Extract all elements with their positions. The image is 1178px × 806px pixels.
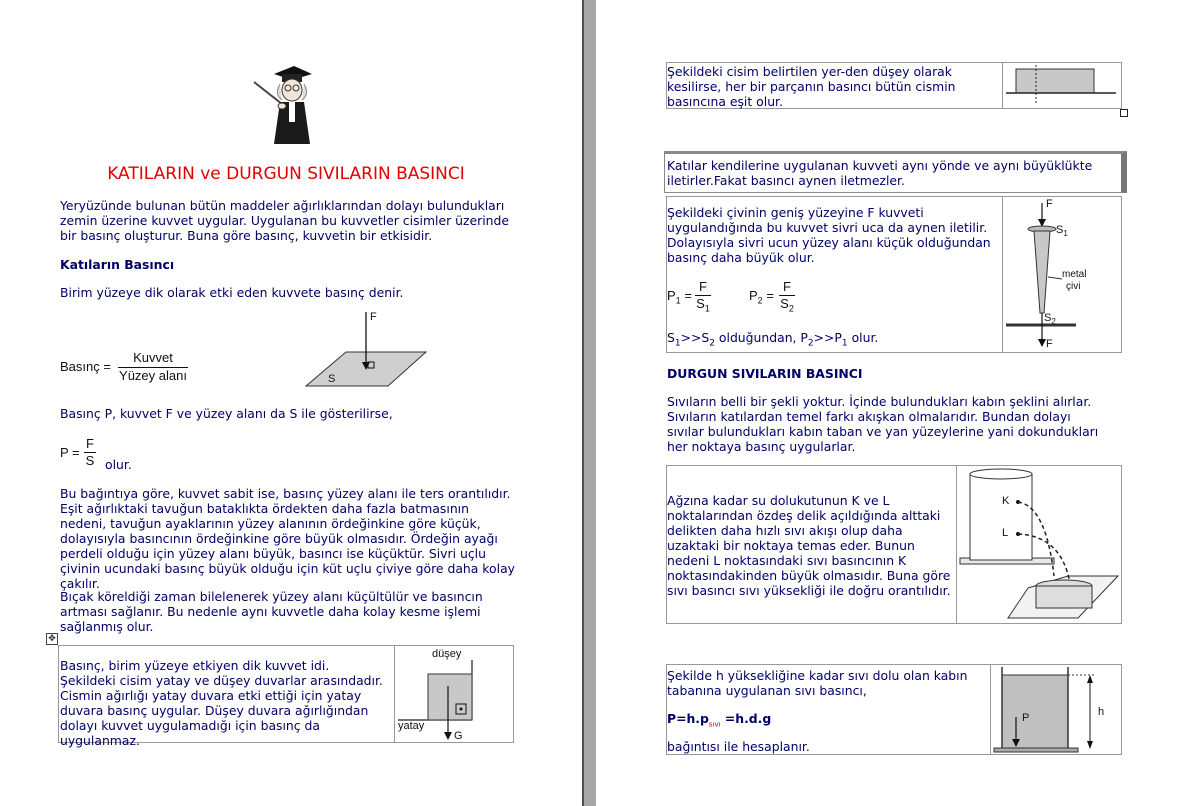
plane-force-label: F bbox=[370, 311, 377, 323]
height-text-1: Şekilde h yüksekliğine kadar sıvı dolu olan kabın tabanına uygulanan sıvı basıncı, bbox=[667, 668, 968, 698]
nail-fig-s2: S bbox=[1044, 312, 1052, 324]
weight-label: G bbox=[454, 730, 463, 742]
nail-c-s1: S bbox=[667, 330, 675, 345]
p-formula-numerator: F bbox=[86, 436, 94, 451]
symbols-sentence: Basınç P, kuvvet F ve yüzey alanı da S ile gösterilirse, bbox=[60, 406, 393, 421]
nail-fig-s1-sub: 1 bbox=[1063, 229, 1068, 238]
nail-f-bottom: F bbox=[1046, 338, 1053, 350]
kl-figure bbox=[958, 466, 1120, 622]
kl-text: Ağzına kadar su dolukutunun K ve L noktalarından özdeş delik açıldığında alttaki delikten daha hızlı sıvı akışı olup daha uzaktaki bir noktaya temas eder. Bunun nedeni L noktasındaki sıvı basıncının K noktasındakinden büyük olmasıdır. Buna göre sıvı basıncı sıvı yüksekliği ile doğru orantılıdır. bbox=[667, 493, 951, 598]
nail-p2: P bbox=[749, 288, 758, 303]
nail-conclusion bbox=[667, 330, 997, 351]
table-move-handle[interactable]: ✥ bbox=[46, 633, 58, 645]
horizontal-wall-label: yatay bbox=[398, 720, 425, 732]
force-on-surface-figure bbox=[302, 308, 432, 390]
nail-s1: S bbox=[696, 296, 705, 311]
solids-heading: Katıların Basıncı bbox=[60, 257, 175, 272]
definition-text: Birim yüzeye dik olarak etki eden kuvvete basınç denir. bbox=[60, 285, 404, 300]
nail-p1-sub: 1 bbox=[675, 295, 681, 306]
liquids-heading: DURGUN SIVILARIN BASINCI bbox=[667, 366, 863, 381]
p-formula-lhs: P = bbox=[60, 445, 80, 460]
svg-text:S1 bbox=[1056, 224, 1068, 238]
height-formula-a: P=h.p bbox=[667, 711, 709, 726]
height-text-2: bağıntısı ile hesaplanır. bbox=[667, 739, 810, 754]
nail-f-top: F bbox=[1046, 198, 1053, 210]
nail-p1: P bbox=[667, 288, 676, 303]
nail-fig-s2-sub: 2 bbox=[1051, 317, 1056, 326]
nail-c-gtgt: >>S bbox=[680, 330, 710, 345]
kl-k-label: K bbox=[1002, 495, 1010, 507]
formula-denominator: Yüzey alanı bbox=[119, 368, 187, 383]
formula-lhs: Basınç = bbox=[60, 359, 111, 374]
right-page bbox=[596, 0, 1178, 806]
p-formula-suffix: olur. bbox=[105, 457, 132, 472]
nail-c-gtgt2: >>P bbox=[813, 330, 842, 345]
nail-s2-sub: 2 bbox=[788, 303, 794, 314]
nail-c-sub1: 1 bbox=[674, 338, 681, 349]
left-page bbox=[0, 0, 582, 806]
nail-s1-sub: 1 bbox=[704, 303, 710, 314]
height-fig-h: h bbox=[1098, 706, 1105, 718]
height-formula-b: =h.d.g bbox=[720, 711, 772, 726]
height-formula-sub: sıvı bbox=[708, 720, 721, 729]
nail-fig-s1: S bbox=[1056, 224, 1064, 236]
p-formula bbox=[60, 436, 180, 472]
nail-text: Şekildeki çivinin geniş yüzeyine F kuvveti uygulandığında bu kuvvet sivri uca da aynen iletilir. Dolayısıyla sivri ucun yüzey alanı küçük olduğundan basınç daha büyük olur. bbox=[667, 205, 991, 265]
nail-metal-label: metal bbox=[1062, 269, 1087, 280]
nail-c-end: olur. bbox=[847, 330, 879, 345]
vertical-wall-label: düşey bbox=[432, 648, 462, 660]
intro-paragraph: Yeryüzünde bulunan bütün maddeler ağırlıklarından dolayı bulundukları zemin üzerine kuvvet uygular. Uygulanan bu kuvvetler cisimler üzerinde bir basınç oluşturur. Buna göre basınç, kuvvetin bir etkisidir. bbox=[60, 198, 509, 243]
explanation-paragraph-1: Bu bağıntıya göre, kuvvet sabit ise, basınç yüzey alanı ile ters orantılıdır. Eşit ağırlıktaki tavuğun bataklıkta ördekten daha fazla batmasının nedeni, tavuğun ayaklarının yüzey alanının ördeğinkine göre küçük, dolayısıyla basıncının ördeğinkine göre büyük olmasıdır. Ördeğin ayağı perdeli olduğu için yüzey alanı büyük, basıncı ise küçüktür. Sivri uçlu çivinin ucundaki basınç büyük olduğu için küt uçlu çiviye göre daha kolay çakılır. bbox=[60, 486, 515, 591]
svg-text:S2 bbox=[1044, 312, 1056, 326]
kl-l-label: L bbox=[1002, 527, 1009, 539]
nail-civi-label: çivi bbox=[1066, 281, 1081, 292]
cut-text: Şekildeki cisim belirtilen yer-den düşey olarak kesilirse, her bir parçanın basıncı bütün cismin basıncına eşit olur. bbox=[667, 64, 956, 109]
height-figure bbox=[992, 665, 1120, 753]
height-formula bbox=[667, 711, 771, 732]
plane-surface-label: S bbox=[328, 373, 336, 385]
formula-numerator: Kuvvet bbox=[133, 350, 173, 365]
nail-eq2: = bbox=[766, 288, 774, 303]
liquids-intro: Sıvıların belli bir şekli yoktur. İçinde bulundukları kabın şeklini alırlar. Sıvıların katılardan temel farkı akışkan olmalarıdır. Bundan dolayı sıvılar bulundukları kabın taban ve yan yüzeylerine yani dokundukları her noktaya basınç uygularlar. bbox=[667, 394, 1099, 454]
page-title: KATILARIN ve DURGUN SIVILARIN BASINCI bbox=[107, 164, 465, 184]
walls-figure bbox=[396, 646, 512, 742]
nail-c-sub4: 1 bbox=[841, 338, 848, 349]
nail-c-sub3: 2 bbox=[807, 338, 814, 349]
height-fig-p: P bbox=[1022, 712, 1030, 724]
nail-eq1: = bbox=[684, 288, 692, 303]
cut-block-figure bbox=[1004, 63, 1120, 107]
explanation-paragraph-2: Bıçak köreldiği zaman bilelenerek yüzey alanı küçültülür ve basıncın artması sağlanır. Bu nedenle aynı kuvvetle daha kolay kesme işlemi sağlanmış olur. bbox=[60, 589, 483, 634]
nail-figure bbox=[1004, 197, 1120, 351]
nail-num2: F bbox=[783, 279, 791, 294]
resize-handle[interactable] bbox=[1120, 109, 1128, 117]
nail-s2: S bbox=[780, 296, 789, 311]
nail-p2-sub: 2 bbox=[757, 295, 763, 306]
transmit-text: Katılar kendilerine uygulanan kuvveti aynı yönde ve aynı büyüklükte iletirler.Fakat basıncı aynen iletmezler. bbox=[667, 158, 1093, 188]
nail-formula bbox=[667, 279, 827, 317]
nail-num1: F bbox=[699, 279, 707, 294]
p-formula-denominator: S bbox=[85, 453, 95, 468]
walls-table-text: Basınç, birim yüzeye etkiyen dik kuvvet idi. Şekildeki cisim yatay ve düşey duvarlar arasındadır. Cismin ağırlığı yatay duvara etki ettiği için yatay duvara basınç uygular. Düşey duvara ağırlığından dolayı kuvvet uygulamadığı için basınç da uygulanmaz. bbox=[60, 658, 383, 748]
nail-c-sub2: 2 bbox=[709, 338, 715, 349]
teacher-clipart bbox=[252, 60, 332, 148]
nail-c-mid: olduğundan, P bbox=[714, 330, 808, 345]
